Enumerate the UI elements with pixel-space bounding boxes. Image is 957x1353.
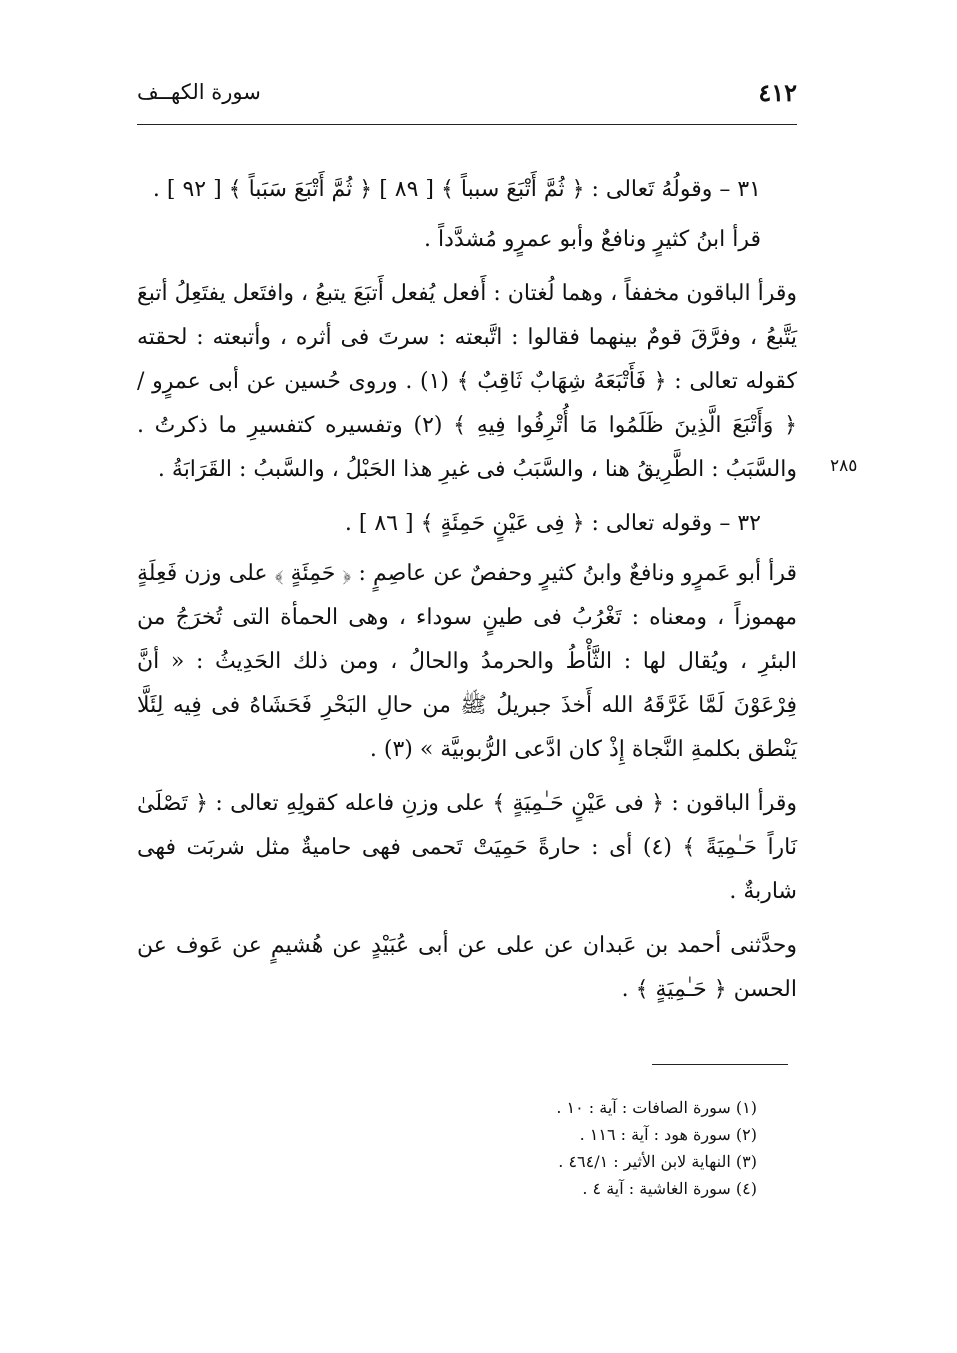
page-header — [137, 78, 797, 118]
paragraph-hadith-chain: وحدَّثنى أحمد بن عَبدان عن على عن أبى عُبَيْدٍ عن هُشيمٍ عن عَوف عن الحسن ﴿ حَـٰمِيَةٍ ﴾ . — [137, 933, 797, 1002]
page-number: ٤١٢ — [758, 78, 797, 107]
footnote-3: (٣) النهاية لابن الأثير : ٤٦٤/١ . — [558, 1152, 757, 1171]
main-text — [137, 168, 797, 1022]
header-divider — [137, 124, 797, 125]
paragraph-32-heading: ٣٢ – وقوله تعالى : ﴿ فِى عَيْنٍ حَمِئَةٍ ﴾ [ ٨٦ ] . — [344, 511, 761, 536]
paragraph-reading-hamia: قرأ أبو عَمرٍو ونافعٌ وابنُ كثيرٍ وحفصٌ عن عاصِمٍ : ﴿ حَمِئَةٍ ﴾ على وزن فَعِلَةٍ مهموزاً ، ومعناه : تَغْرُبُ فى طينٍ سوداء ، وهى الحمأة التى تُخرَجُ من البئرِ ، ويُقال لها : الثَّأْطُ والحرمدُ والحالُ ، ومن ذلك الحَدِيثُ : « أنَّ فِرْعَوْنَ لَمَّا غَرَّقَهُ الله أَخذَ جبريلُ ﷺ من حالِ البَحْرِ فَحَشَاهُ فى فِيه لِئَلَّا يَنْطق بكلمةِ النَّجاة إِذْ كان ادَّعى الرُّبوبيَّة » (٣) . — [137, 561, 797, 762]
footnote-divider — [652, 1064, 788, 1065]
surah-title: سورة الكهــف — [137, 80, 261, 104]
footnote-2: (٢) سورة هود : آية : ١١٦ . — [579, 1125, 757, 1144]
footnote-4: (٤) سورة الغاشية : آية ٤ . — [582, 1179, 757, 1198]
footnote-1: (١) سورة الصافات : آية : ١٠ . — [556, 1098, 757, 1117]
paragraph-reading-ibn-kathir: قرأ ابنُ كثيرٍ ونافعٌ وأبو عمرٍو مُشدَّداً . — [424, 227, 761, 252]
margin-reference: ٢٨٥ — [830, 456, 858, 476]
paragraph-31-heading: ٣١ – وقولُهُ تَعالى : ﴿ ثُمَّ أَتْبَعَ سبباً ﴾ [ ٨٩ ] ﴿ ثُمَّ أَتْبَعَ سَبَباً ﴾ [ ٩٢ ] . — [152, 177, 761, 202]
paragraph-reading-others-hamiya: وقرأ الباقون : ﴿ فى عَيْنٍ حَـٰمِيَةٍ ﴾ على وزنِ فاعله كقولِهِ تعالى : ﴿ تَصْلَىٰ نَاراً حَـٰمِيَةً ﴾ (٤) أى : حارةً حَمِيَتْ تَحمى فهى حاميةٌ مثل شربَت فهى شاربةٌ . — [137, 791, 798, 904]
paragraph-reading-others: وقرأ الباقون مخففاً ، وهما لُغتان : أَفعل يُفعل أَتبَعَ يتبعُ ، وافتَعل يفتَعِلُ أتبعَ يَتَّبعُ ، وفرَّقَ قومٌ بينهما فقالوا : اتَّبعته : سرتَ فى أثره ، وأتبعته : لحقته كقوله تعالى : ﴿ فَأَتْبَعَهُ شِهَابٌ ثَاقِبٌ ﴾ (١) . وروى حُسين عن أبى عمرٍو / ﴿ وَأَتْبَعَ الَّذِينَ ظَلَمُوا مَا أُتْرِفُوا فِيهِ ﴾ (٢) وتفسيره كتفسيرِ ما ذكرتُ . والسَّبَبُ : الطَّرِيقُ هنا ، والسَّبَبُ فى غيرِ هذا الحَبْلُ ، والسَّببُ : القَرَابَةُ . — [137, 281, 797, 482]
footnotes — [437, 1094, 757, 1202]
